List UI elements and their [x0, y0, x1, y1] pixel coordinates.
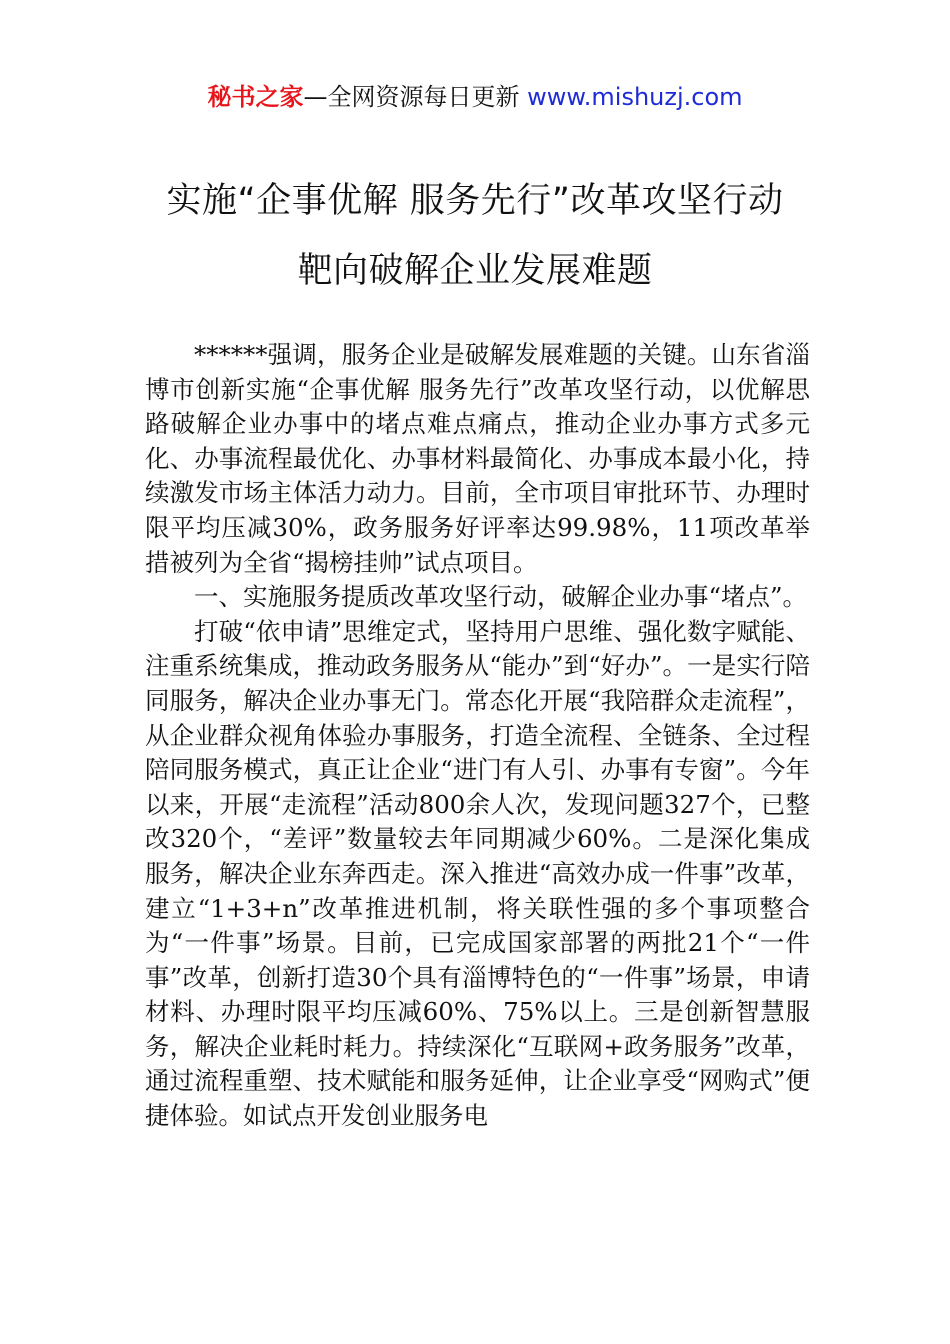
body-paragraph-section-1: 打破“依申请”思维定式，坚持用户思维、强化数字赋能、注重系统集成，推动政务服务从“能办”到“好办”。一是实行陪同服务，解决企业办事无门。常态化开展“我陪群众走流程”，从企业群众视角体验办事服务，打造全流程、全链条、全过程陪同服务模式，真正让企业“进门有人引、办事有专窗”。今年以来，开展“走流程”活动800余人次，发现问题327个，已整改320个，“差评”数量较去年同期减少60%。二是深化集成服务，解决企业东奔西走。深入推进“高效办成一件事”改革，建立“1+3+n”改革推进机制，将关联性强的多个事项整合为“一件事”场景。目前，已完成国家部署的两批21个“一件事”改革，创新打造30个具有淄博特色的“一件事”场景，申请材料、办理时限平均压减60%、75%以上。三是创新智慧服务，解决企业耗时耗力。持续深化“互联网+政务服务”改革，通过流程重塑、技术赋能和服务延伸，让企业享受“网购式”便捷体验。如试点开发创业服务电 [145, 616, 810, 1131]
article-body [145, 338, 810, 1134]
site-brand: 秘书之家 [207, 83, 304, 111]
site-tagline: —全网资源每日更新 [303, 83, 528, 111]
article-title-line-1: 实施“企事优解 服务先行”改革攻坚行动 [166, 181, 784, 221]
site-banner [0, 80, 950, 114]
section-heading-1: 一、实施服务提质改革攻坚行动，破解企业办事“堵点”。 [194, 582, 808, 612]
article-title-line-2: 靶向破解企业发展难题 [297, 251, 653, 291]
site-url-link[interactable]: www.mishuzj.com [527, 83, 743, 111]
body-paragraph-intro: ******强调，服务企业是破解发展难题的关键。山东省淄博市创新实施“企事优解 服务先行”改革攻坚行动，以优解思路破解企业办事中的堵点难点痛点，推动企业办事方式多元化、办事流程最优化、办事材料最简化、办事成本最小化，持续激发市场主体活力动力。目前，全市项目审批环节、办理时限平均压减30%，政务服务好评率达99.98%，11项改革举措被列为全省“揭榜挂帅”试点项目。 [145, 340, 810, 577]
